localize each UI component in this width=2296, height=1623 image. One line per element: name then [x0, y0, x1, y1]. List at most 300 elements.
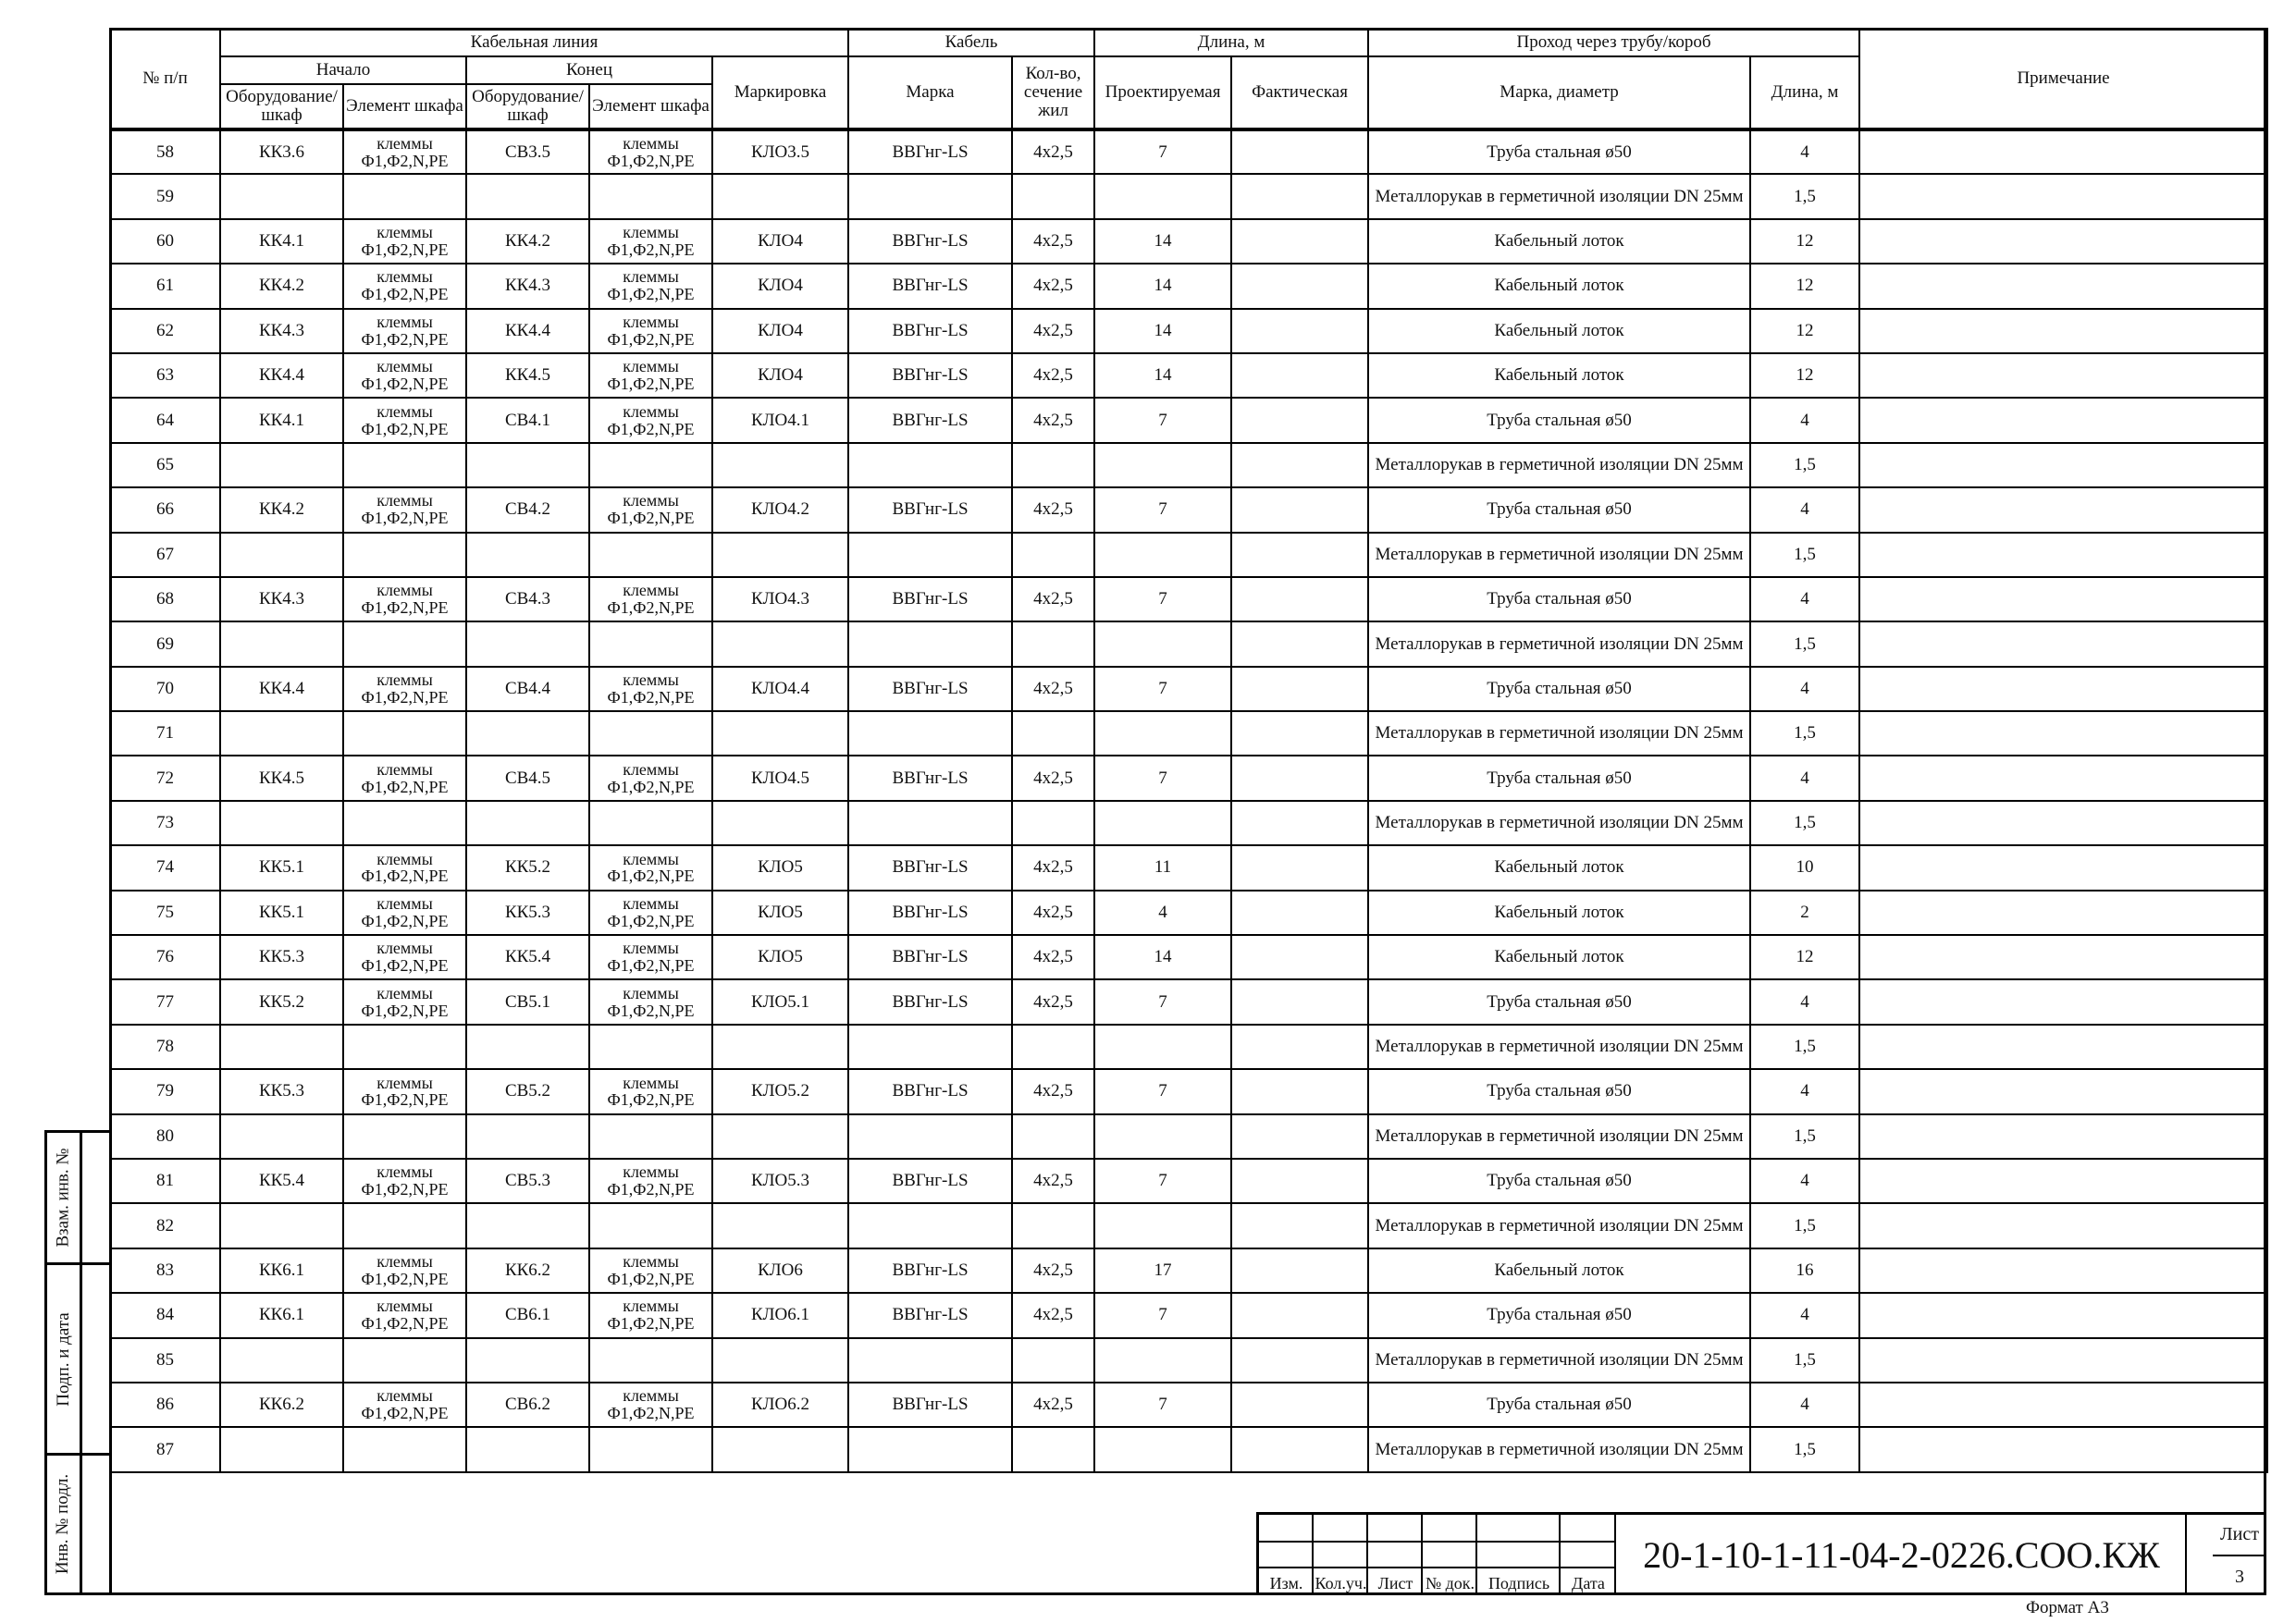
- cable-cores: 4х2,5: [1012, 979, 1094, 1024]
- end-element: [589, 219, 712, 264]
- element-line-1: клеммы: [623, 670, 679, 689]
- row-number: 82: [110, 1203, 220, 1248]
- col-designed: Проектируемая: [1094, 56, 1231, 129]
- element-line-1: клеммы: [376, 491, 433, 510]
- actual-length: [1231, 533, 1368, 577]
- actual-length: [1231, 621, 1368, 666]
- passage-type: Кабельный лоток: [1368, 1248, 1750, 1293]
- end-equipment: КК4.3: [466, 264, 589, 308]
- note: [1859, 487, 2267, 532]
- element-line-1: клеммы: [376, 401, 433, 421]
- element-line-2: Ф1,Ф2,N,PE: [607, 329, 695, 349]
- element-line-2: Ф1,Ф2,N,PE: [361, 687, 449, 707]
- cable-cores: [1012, 621, 1094, 666]
- element-line-1: клеммы: [623, 267, 679, 287]
- passage-length: 12: [1750, 264, 1859, 308]
- note: [1859, 1203, 2267, 1248]
- element-line-2: Ф1,Ф2,N,PE: [361, 1180, 449, 1199]
- element-line-1: клеммы: [376, 581, 433, 600]
- element-line-2: Ф1,Ф2,N,PE: [361, 240, 449, 259]
- row-number: 81: [110, 1159, 220, 1203]
- marking: КЛО3.5: [712, 129, 848, 174]
- start-element: [343, 264, 466, 308]
- element-line-2: Ф1,Ф2,N,PE: [361, 1404, 449, 1423]
- element-line-1: клеммы: [623, 401, 679, 421]
- element-line-2: Ф1,Ф2,N,PE: [607, 375, 695, 394]
- passage-type: Металлорукав в герметичной изоляции DN 25мм: [1368, 443, 1750, 487]
- actual-length: [1231, 711, 1368, 756]
- cable-cores: [1012, 174, 1094, 218]
- start-element: [343, 129, 466, 174]
- passage-type: Кабельный лоток: [1368, 891, 1750, 935]
- element-line-1: клеммы: [376, 939, 433, 958]
- element-line-2: Ф1,Ф2,N,PE: [607, 419, 695, 438]
- cable-brand: [848, 1114, 1012, 1159]
- cable-cores: 4х2,5: [1012, 398, 1094, 442]
- passage-length: 1,5: [1750, 1427, 1859, 1471]
- cable-cores: 4х2,5: [1012, 667, 1094, 711]
- designed-length: 14: [1094, 935, 1231, 979]
- passage-type: Металлорукав в герметичной изоляции DN 25мм: [1368, 1427, 1750, 1471]
- actual-length: [1231, 935, 1368, 979]
- table-row: [110, 1338, 2267, 1383]
- note: [1859, 264, 2267, 308]
- start-element: [343, 667, 466, 711]
- cable-cores: 4х2,5: [1012, 845, 1094, 890]
- col-actual: Фактическая: [1231, 56, 1368, 129]
- row-number: 85: [110, 1338, 220, 1383]
- start-equipment: КК5.3: [220, 935, 343, 979]
- cable-brand: ВВГнг-LS: [848, 1248, 1012, 1293]
- actual-length: [1231, 801, 1368, 845]
- marking: КЛО6.2: [712, 1383, 848, 1427]
- note: [1859, 1159, 2267, 1203]
- passage-length: 4: [1750, 577, 1859, 621]
- col-cable: Кабель: [848, 29, 1094, 56]
- note: [1859, 577, 2267, 621]
- element-line-1: клеммы: [376, 223, 433, 242]
- note: [1859, 174, 2267, 218]
- side-cell-inv-orig: [47, 1456, 109, 1592]
- end-equipment: [466, 1203, 589, 1248]
- start-element: [343, 487, 466, 532]
- note: [1859, 801, 2267, 845]
- passage-type: Труба стальная ø50: [1368, 487, 1750, 532]
- cable-brand: [848, 621, 1012, 666]
- marking: КЛО4.3: [712, 577, 848, 621]
- actual-length: [1231, 979, 1368, 1024]
- start-element: [343, 891, 466, 935]
- start-equipment: КК6.1: [220, 1248, 343, 1293]
- passage-length: 1,5: [1750, 801, 1859, 845]
- col-end: Конец: [466, 56, 712, 84]
- end-element: [589, 1025, 712, 1069]
- row-number: 61: [110, 264, 220, 308]
- designed-length: [1094, 621, 1231, 666]
- table-row: [110, 219, 2267, 264]
- start-equipment: КК3.6: [220, 129, 343, 174]
- marking: [712, 1203, 848, 1248]
- passage-type: Кабельный лоток: [1368, 309, 1750, 353]
- element-line-2: Ф1,Ф2,N,PE: [361, 329, 449, 349]
- element-line-1: клеммы: [623, 491, 679, 510]
- end-equipment: КК4.4: [466, 309, 589, 353]
- designed-length: 17: [1094, 1248, 1231, 1293]
- start-element: [343, 353, 466, 398]
- marking: [712, 1025, 848, 1069]
- col-cores: Кол-во, сечение жил: [1012, 56, 1094, 129]
- note: [1859, 219, 2267, 264]
- element-line-2: Ф1,Ф2,N,PE: [361, 777, 449, 796]
- element-line-2: Ф1,Ф2,N,PE: [607, 151, 695, 170]
- row-number: 75: [110, 891, 220, 935]
- passage-length: 12: [1750, 935, 1859, 979]
- end-equipment: СВ6.2: [466, 1383, 589, 1427]
- cable-brand: [848, 533, 1012, 577]
- row-number: 60: [110, 219, 220, 264]
- table-row: [110, 711, 2267, 756]
- note: [1859, 756, 2267, 800]
- element-line-1: клеммы: [623, 849, 679, 868]
- element-line-1: клеммы: [376, 849, 433, 868]
- cable-brand: ВВГнг-LS: [848, 756, 1012, 800]
- marking: КЛО5.2: [712, 1069, 848, 1113]
- cable-cores: 4х2,5: [1012, 129, 1094, 174]
- note: [1859, 353, 2267, 398]
- end-element: [589, 1069, 712, 1113]
- start-equipment: [220, 533, 343, 577]
- actual-length: [1231, 1293, 1368, 1337]
- element-line-1: клеммы: [376, 893, 433, 913]
- passage-length: 4: [1750, 129, 1859, 174]
- passage-length: 1,5: [1750, 1025, 1859, 1069]
- passage-length: 1,5: [1750, 711, 1859, 756]
- col-end-equip: Оборудование/шкаф: [466, 84, 589, 129]
- cable-cores: 4х2,5: [1012, 1159, 1094, 1203]
- end-equipment: [466, 1025, 589, 1069]
- designed-length: [1094, 801, 1231, 845]
- table-row: [110, 1114, 2267, 1159]
- start-element: [343, 1114, 466, 1159]
- row-number: 73: [110, 801, 220, 845]
- passage-type: Металлорукав в герметичной изоляции DN 25мм: [1368, 711, 1750, 756]
- row-number: 68: [110, 577, 220, 621]
- element-line-1: клеммы: [623, 1073, 679, 1092]
- table-row: [110, 621, 2267, 666]
- element-line-1: клеммы: [376, 1386, 433, 1406]
- table-header: [110, 29, 2267, 129]
- cable-cores: 4х2,5: [1012, 1248, 1094, 1293]
- end-equipment: СВ4.5: [466, 756, 589, 800]
- title-block: [1256, 1512, 2266, 1595]
- designed-length: 7: [1094, 667, 1231, 711]
- passage-length: 4: [1750, 1159, 1859, 1203]
- cable-cores: 4х2,5: [1012, 487, 1094, 532]
- marking: КЛО5: [712, 891, 848, 935]
- row-number: 70: [110, 667, 220, 711]
- element-line-2: Ф1,Ф2,N,PE: [607, 509, 695, 528]
- end-element: [589, 487, 712, 532]
- passage-type: Труба стальная ø50: [1368, 979, 1750, 1024]
- actual-length: [1231, 891, 1368, 935]
- col-pass-length: Длина, м: [1750, 56, 1859, 129]
- end-element: [589, 264, 712, 308]
- end-element: [589, 353, 712, 398]
- actual-length: [1231, 353, 1368, 398]
- tb-data: Дата: [1572, 1574, 1605, 1592]
- element-line-2: Ф1,Ф2,N,PE: [361, 867, 449, 886]
- start-equipment: [220, 443, 343, 487]
- start-element: [343, 1383, 466, 1427]
- row-number: 69: [110, 621, 220, 666]
- col-marking: Маркировка: [712, 56, 848, 129]
- cable-brand: ВВГнг-LS: [848, 219, 1012, 264]
- row-number: 76: [110, 935, 220, 979]
- cable-brand: ВВГнг-LS: [848, 935, 1012, 979]
- start-equipment: [220, 1338, 343, 1383]
- actual-length: [1231, 398, 1368, 442]
- table-row: [110, 398, 2267, 442]
- end-element: [589, 1427, 712, 1471]
- note: [1859, 398, 2267, 442]
- actual-length: [1231, 264, 1368, 308]
- element-line-2: Ф1,Ф2,N,PE: [607, 1180, 695, 1199]
- designed-length: 7: [1094, 129, 1231, 174]
- element-line-2: Ф1,Ф2,N,PE: [607, 1314, 695, 1334]
- passage-type: Труба стальная ø50: [1368, 577, 1750, 621]
- start-equipment: КК4.1: [220, 219, 343, 264]
- passage-type: Кабельный лоток: [1368, 264, 1750, 308]
- start-element: [343, 1069, 466, 1113]
- cable-brand: [848, 1203, 1012, 1248]
- passage-length: 12: [1750, 309, 1859, 353]
- element-line-2: Ф1,Ф2,N,PE: [607, 1001, 695, 1020]
- start-equipment: КК4.1: [220, 398, 343, 442]
- cable-cores: 4х2,5: [1012, 1383, 1094, 1427]
- actual-length: [1231, 1025, 1368, 1069]
- element-line-2: Ф1,Ф2,N,PE: [361, 375, 449, 394]
- side-label-inv-replace: Взам. инв. №: [53, 1148, 73, 1248]
- passage-length: 1,5: [1750, 443, 1859, 487]
- cable-cores: [1012, 801, 1094, 845]
- start-element: [343, 174, 466, 218]
- cable-cores: 4х2,5: [1012, 935, 1094, 979]
- row-number: 62: [110, 309, 220, 353]
- note: [1859, 1338, 2267, 1383]
- cable-brand: [848, 1338, 1012, 1383]
- cable-cores: [1012, 1114, 1094, 1159]
- table-row: [110, 1069, 2267, 1113]
- end-equipment: [466, 533, 589, 577]
- col-start-equip: Оборудование/шкаф: [220, 84, 343, 129]
- passage-type: Металлорукав в герметичной изоляции DN 25мм: [1368, 174, 1750, 218]
- end-element: [589, 845, 712, 890]
- marking: КЛО5.3: [712, 1159, 848, 1203]
- cable-brand: ВВГнг-LS: [848, 667, 1012, 711]
- cable-brand: ВВГнг-LS: [848, 1069, 1012, 1113]
- passage-length: 1,5: [1750, 621, 1859, 666]
- element-line-2: Ф1,Ф2,N,PE: [361, 956, 449, 976]
- start-element: [343, 577, 466, 621]
- tb-izm: Изм.: [1269, 1574, 1303, 1592]
- element-line-1: клеммы: [623, 983, 679, 1002]
- start-element: [343, 1203, 466, 1248]
- end-equipment: КК4.5: [466, 353, 589, 398]
- end-element: [589, 443, 712, 487]
- cable-brand: ВВГнг-LS: [848, 577, 1012, 621]
- row-number: 79: [110, 1069, 220, 1113]
- actual-length: [1231, 1427, 1368, 1471]
- table-body: [110, 129, 2267, 1472]
- note: [1859, 891, 2267, 935]
- end-element: [589, 129, 712, 174]
- element-line-1: клеммы: [623, 1297, 679, 1316]
- element-line-2: Ф1,Ф2,N,PE: [361, 1269, 449, 1288]
- start-equipment: КК6.1: [220, 1293, 343, 1337]
- table-row: [110, 443, 2267, 487]
- end-equipment: КК5.3: [466, 891, 589, 935]
- element-line-2: Ф1,Ф2,N,PE: [361, 509, 449, 528]
- cable-cores: [1012, 1025, 1094, 1069]
- element-line-1: клеммы: [623, 1386, 679, 1406]
- row-number: 86: [110, 1383, 220, 1427]
- note: [1859, 935, 2267, 979]
- side-label-sign-date: Подп. и дата: [53, 1311, 73, 1407]
- start-element: [343, 1025, 466, 1069]
- cable-cores: [1012, 1338, 1094, 1383]
- table-row: [110, 1025, 2267, 1069]
- start-element: [343, 801, 466, 845]
- passage-length: 4: [1750, 1383, 1859, 1427]
- table-row: [110, 309, 2267, 353]
- element-line-1: клеммы: [376, 1297, 433, 1316]
- cable-brand: [848, 1427, 1012, 1471]
- end-element: [589, 1248, 712, 1293]
- element-line-2: Ф1,Ф2,N,PE: [607, 956, 695, 976]
- marking: [712, 533, 848, 577]
- designed-length: [1094, 533, 1231, 577]
- designed-length: 14: [1094, 353, 1231, 398]
- cable-brand: ВВГнг-LS: [848, 845, 1012, 890]
- end-equipment: [466, 1427, 589, 1471]
- element-line-2: Ф1,Ф2,N,PE: [607, 911, 695, 930]
- cable-brand: ВВГнг-LS: [848, 487, 1012, 532]
- start-element: [343, 309, 466, 353]
- table-row: [110, 353, 2267, 398]
- row-number: 71: [110, 711, 220, 756]
- element-line-1: клеммы: [623, 312, 679, 331]
- end-element: [589, 621, 712, 666]
- passage-type: Труба стальная ø50: [1368, 1293, 1750, 1337]
- note: [1859, 533, 2267, 577]
- end-element: [589, 577, 712, 621]
- tb-kol: Кол.уч.: [1315, 1574, 1367, 1592]
- marking: КЛО4.4: [712, 667, 848, 711]
- passage-length: 1,5: [1750, 533, 1859, 577]
- note: [1859, 979, 2267, 1024]
- designed-length: 7: [1094, 577, 1231, 621]
- end-equipment: СВ5.1: [466, 979, 589, 1024]
- note: [1859, 1069, 2267, 1113]
- end-element: [589, 711, 712, 756]
- row-number: 74: [110, 845, 220, 890]
- end-equipment: СВ4.4: [466, 667, 589, 711]
- actual-length: [1231, 219, 1368, 264]
- start-element: [343, 1293, 466, 1337]
- passage-length: 4: [1750, 487, 1859, 532]
- cable-cores: 4х2,5: [1012, 1069, 1094, 1113]
- table-row: [110, 801, 2267, 845]
- element-line-2: Ф1,Ф2,N,PE: [607, 867, 695, 886]
- actual-length: [1231, 1203, 1368, 1248]
- tb-ndok: № док.: [1425, 1574, 1475, 1592]
- element-line-1: клеммы: [376, 1073, 433, 1092]
- table-row: [110, 935, 2267, 979]
- start-equipment: КК4.3: [220, 577, 343, 621]
- col-passage: Проход через трубу/короб: [1368, 29, 1859, 56]
- actual-length: [1231, 1248, 1368, 1293]
- cable-cores: 4х2,5: [1012, 353, 1094, 398]
- start-equipment: КК5.1: [220, 891, 343, 935]
- element-line-2: Ф1,Ф2,N,PE: [361, 1314, 449, 1334]
- element-line-1: клеммы: [623, 357, 679, 376]
- cable-brand: [848, 174, 1012, 218]
- table-row: [110, 1248, 2267, 1293]
- note: [1859, 129, 2267, 174]
- note: [1859, 1025, 2267, 1069]
- start-element: [343, 1427, 466, 1471]
- side-stamp: [44, 1130, 109, 1595]
- passage-type: Труба стальная ø50: [1368, 129, 1750, 174]
- start-equipment: КК4.3: [220, 309, 343, 353]
- end-equipment: КК5.4: [466, 935, 589, 979]
- start-equipment: [220, 711, 343, 756]
- row-number: 87: [110, 1427, 220, 1471]
- row-number: 58: [110, 129, 220, 174]
- start-element: [343, 219, 466, 264]
- passage-length: 4: [1750, 756, 1859, 800]
- end-equipment: [466, 801, 589, 845]
- row-number: 65: [110, 443, 220, 487]
- note: [1859, 621, 2267, 666]
- cable-cores: 4х2,5: [1012, 1293, 1094, 1337]
- start-equipment: КК6.2: [220, 1383, 343, 1427]
- actual-length: [1231, 1338, 1368, 1383]
- actual-length: [1231, 1383, 1368, 1427]
- start-element: [343, 398, 466, 442]
- end-equipment: [466, 1114, 589, 1159]
- end-element: [589, 1338, 712, 1383]
- start-equipment: КК5.4: [220, 1159, 343, 1203]
- cable-brand: ВВГнг-LS: [848, 264, 1012, 308]
- element-line-2: Ф1,Ф2,N,PE: [607, 1090, 695, 1110]
- designed-length: 7: [1094, 398, 1231, 442]
- end-equipment: [466, 621, 589, 666]
- element-line-1: клеммы: [623, 939, 679, 958]
- col-note: Примечание: [1859, 29, 2267, 129]
- cable-cores: 4х2,5: [1012, 756, 1094, 800]
- end-element: [589, 1114, 712, 1159]
- marking: КЛО4: [712, 353, 848, 398]
- col-cable-line: Кабельная линия: [220, 29, 848, 56]
- start-equipment: КК5.3: [220, 1069, 343, 1113]
- element-line-1: клеммы: [376, 133, 433, 153]
- end-element: [589, 667, 712, 711]
- designed-length: [1094, 1338, 1231, 1383]
- start-element: [343, 756, 466, 800]
- col-start: Начало: [220, 56, 466, 84]
- row-number: 83: [110, 1248, 220, 1293]
